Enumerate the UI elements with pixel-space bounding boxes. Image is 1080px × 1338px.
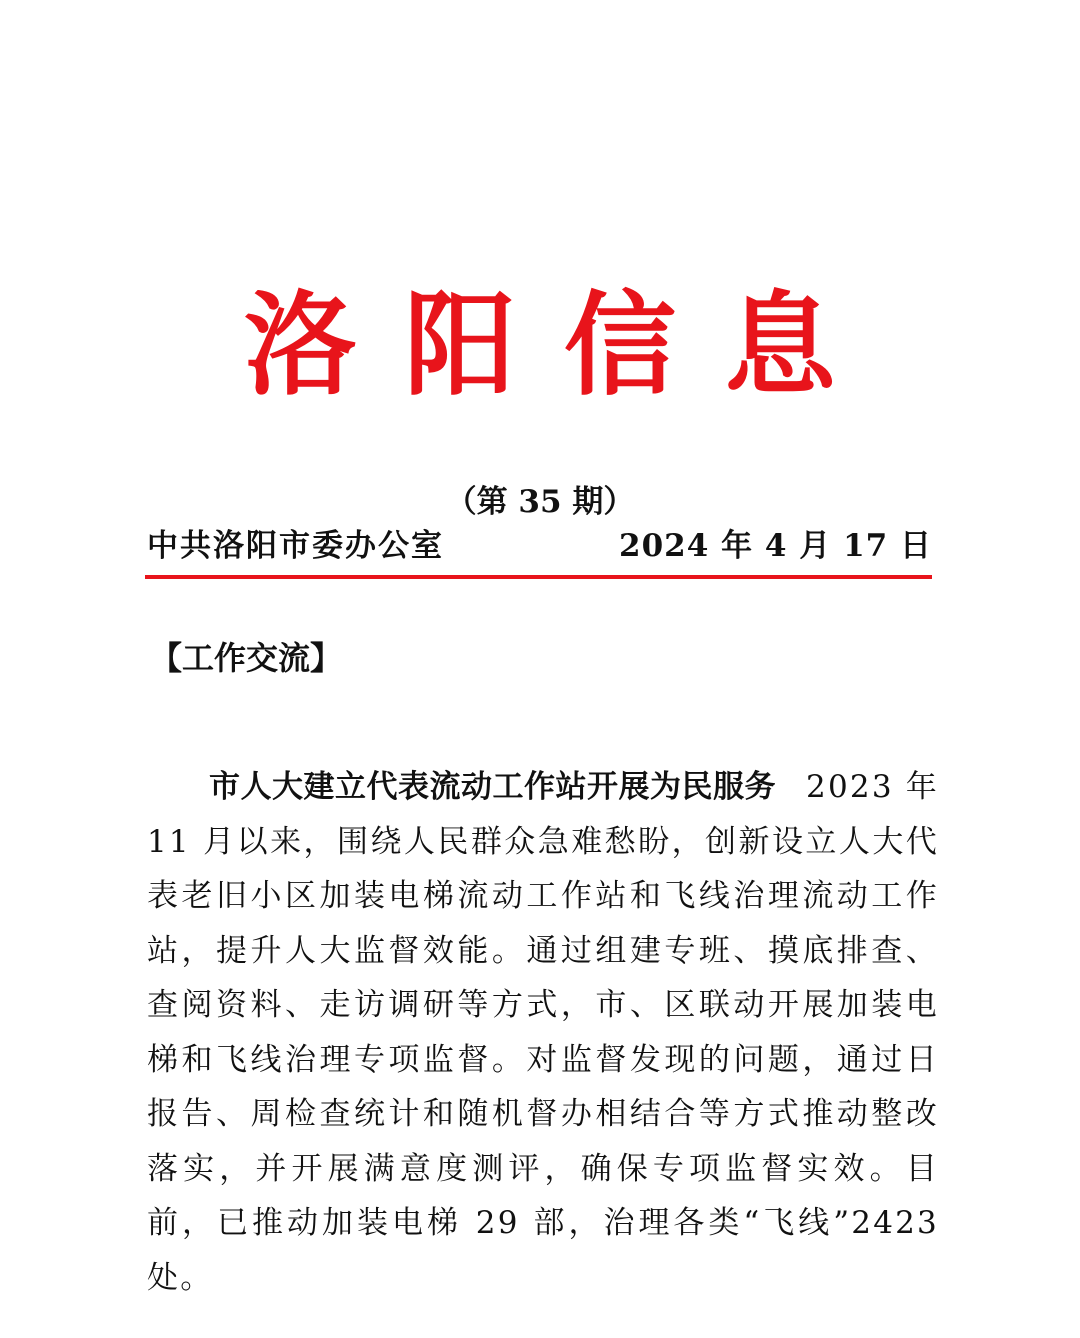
article-body: 2023 年 11 月以来，围绕人民群众急难愁盼，创新设立人大代表老旧小区加装电梯流动工作站和飞线治理流动工作站，提升人大监督效能。通过组建专班、摸底排查、查阅资料、走访调研等方式，市、区联动开展加装电梯和飞线治理专项监督。对监督发现的问题，通过日报告、周检查统计和随机督办相结合等方式推动整改落实，并开展满意度测评，确保专项监督实效。目前，已推动加装电梯 29 部，治理各类“飞线”2423 处。 [147,769,939,1296]
issuer-date-row [147,524,932,568]
section-tag: 【工作交流】 [150,639,343,677]
red-divider [145,575,932,579]
issue-number: （第 35 期） [445,484,635,520]
issuer: 中共洛阳市委办公室 [147,528,444,564]
masthead-title: 洛阳信息 [244,280,884,411]
issue-date: 2024 年 4 月 17 日 [619,528,932,564]
article-lead-title: 市人大建立代表流动工作站开展为民服务 [209,769,777,805]
article-paragraph [147,760,939,1305]
